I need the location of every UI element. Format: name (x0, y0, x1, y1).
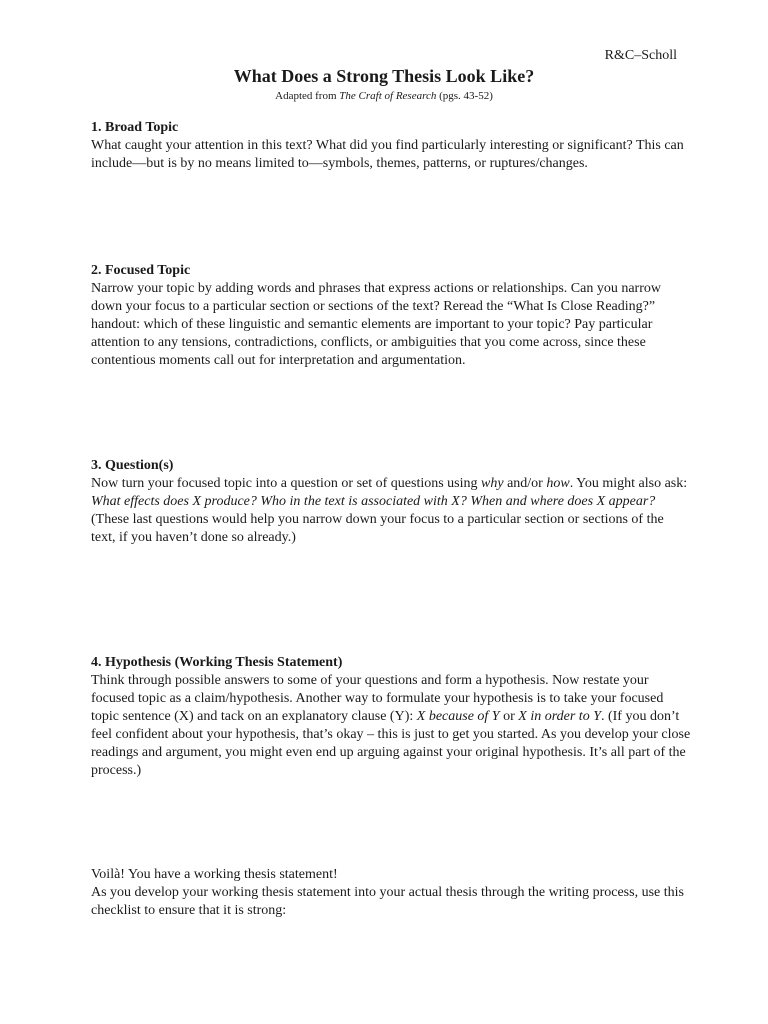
section-hypothesis (91, 654, 691, 780)
section-body (91, 475, 691, 547)
section-paragraph (91, 672, 691, 780)
text-run-italic: X because of Y (416, 709, 500, 724)
closing-section (91, 866, 691, 920)
section-heading: 4. Hypothesis (Working Thesis Statement) (91, 655, 343, 670)
text-run: (These last questions would help you narrow down your focus to a particular section or sections of the text, if you haven’t done so already.) (91, 512, 664, 545)
text-run: Now turn your focused topic into a question or set of questions using (91, 476, 482, 491)
text-run-italic: why (481, 476, 504, 491)
section-paragraph (91, 475, 691, 547)
subtitle-suffix: (pgs. 43-52) (436, 90, 493, 102)
section-broad-topic (91, 119, 691, 173)
section-body (91, 280, 691, 370)
text-run: or (499, 709, 519, 724)
section-body (91, 137, 691, 173)
section-heading: 1. Broad Topic (91, 120, 179, 135)
section-heading: 3. Question(s) (91, 458, 174, 473)
text-run: and/or (503, 476, 547, 491)
closing-line: Voilà! You have a working thesis statement! (91, 867, 338, 882)
subtitle-prefix: Adapted from (275, 90, 340, 102)
closing-line: As you develop your working thesis statement into your actual thesis through the writing process, use this checklist to ensure that it is strong: (91, 885, 684, 918)
closing-body (91, 866, 691, 920)
text-run: Think through possible answers to some of your questions and form a hypothesis. Now restate your focused topic as a claim/hypothesis. Another way to formulate your hypothesis is to take your focused topic sentence (X) and tack on an explanatory clause (Y): (91, 673, 664, 724)
section-body (91, 672, 691, 780)
section-paragraph: What caught your attention in this text? What did you find particularly interesting or significant? This can include—but is by no means limited to—symbols, themes, patterns, or ruptures/changes. (91, 138, 684, 171)
text-run: . You might also ask: (569, 476, 688, 491)
author-tag: R&C–Scholl (604, 48, 677, 63)
text-run-italic: What effects does X produce? Who in the text is associated with X? When and where does X appear? (91, 494, 656, 509)
page-subtitle (0, 90, 768, 102)
text-run: . (If you don’t feel confident about your hypothesis, that’s okay – this is just to get you started. As you develop your close readings and argument, you might even end up arguing against your original hypothesis. It’s all part of the process.) (91, 709, 691, 778)
section-paragraph: Narrow your topic by adding words and phrases that express actions or relationships. Can you narrow down your focus to a particular section or sections of the text? Reread the “What Is Close Reading?” handout: which of these linguistic and semantic elements are important to your topic? Pay particular attention to any tensions, contradictions, conflicts, or ambiguities that you come across, since these contentious moments call out for interpretation and argumentation. (91, 281, 661, 368)
section-questions (91, 457, 691, 547)
section-heading: 2. Focused Topic (91, 263, 191, 278)
section-focused-topic (91, 262, 691, 370)
subtitle-source: The Craft of Research (339, 90, 437, 102)
text-run-italic: how (546, 476, 570, 491)
page-title: What Does a Strong Thesis Look Like? (233, 66, 535, 86)
text-run-italic: X in order to Y (518, 709, 601, 724)
